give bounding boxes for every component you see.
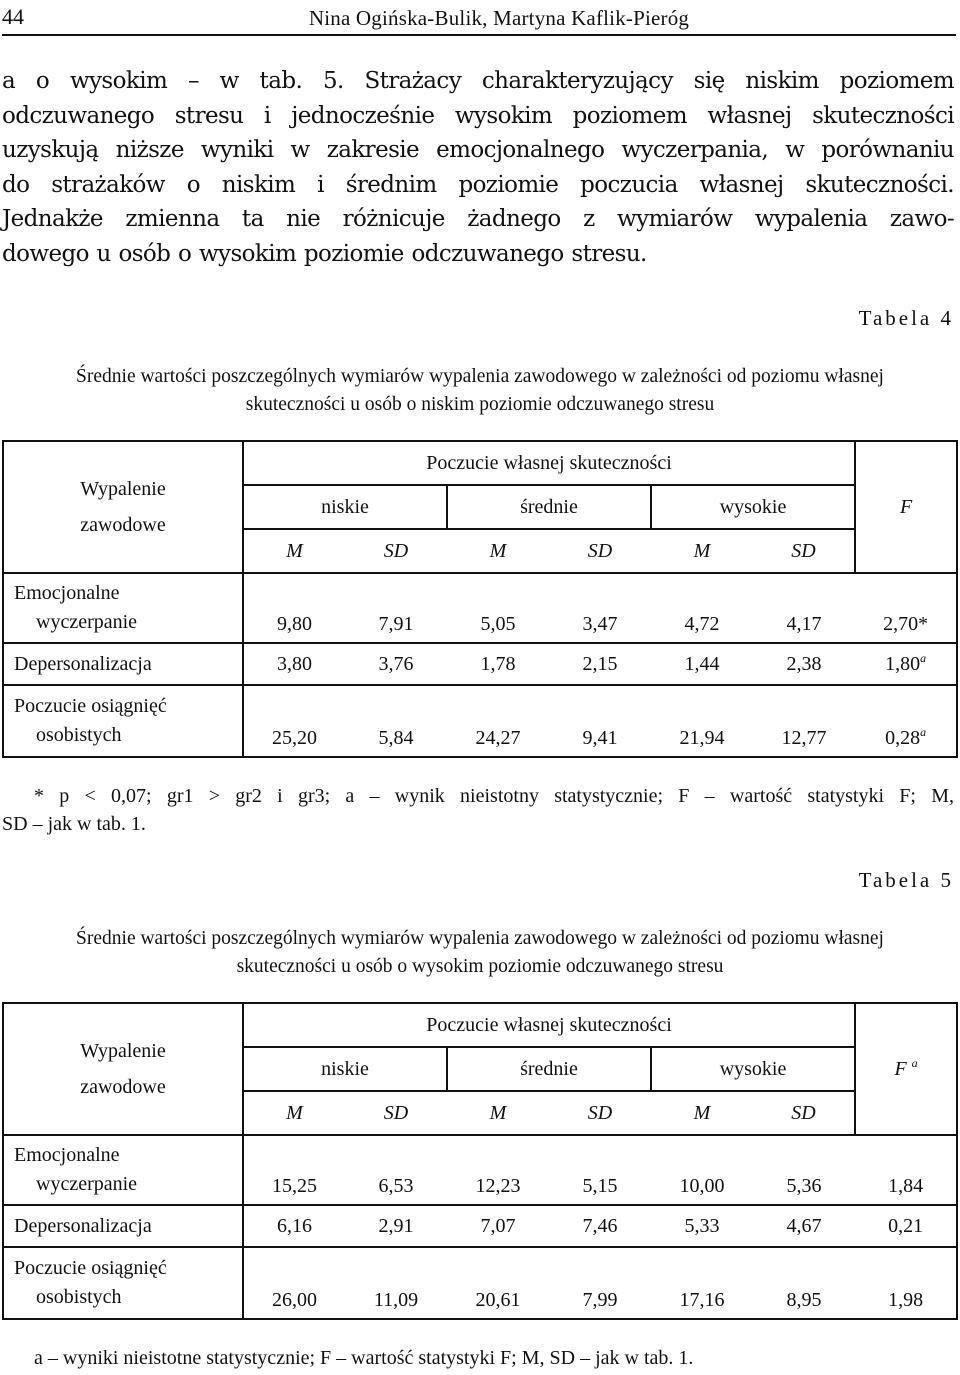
stat-header: SD: [383, 539, 409, 562]
cell-value: 1,44: [651, 643, 753, 685]
stat-header: M: [693, 539, 711, 562]
cell-value: 26,00: [243, 1247, 345, 1319]
table-row: [3, 573, 957, 643]
cell-f: 0,28$^a$: [855, 685, 957, 757]
body-line: a o wysokim – w tab. 5. Strażacy charakteryzujący się niskim poziomem: [2, 68, 954, 94]
cell-value: 15,25: [243, 1135, 345, 1205]
cell-f: 0,21: [855, 1205, 957, 1247]
cell-value: 5,33: [651, 1205, 753, 1247]
row-label: Emocjonalne wyczerpanie: [3, 573, 243, 643]
cell-value: 5,15: [549, 1135, 651, 1205]
cell-value: 9,80: [243, 573, 345, 643]
cell-value: 4,67: [753, 1205, 855, 1247]
level-header-wysokie: wysokie: [651, 1047, 855, 1091]
stat-header: M: [286, 539, 303, 562]
body-line: dowego u osób o wysokim poziomie odczuwanego stresu.: [2, 240, 647, 267]
cell-value: 25,20: [243, 685, 345, 757]
cell-value: 12,23: [447, 1135, 549, 1205]
f-header: F: [899, 495, 913, 518]
stat-header: SD: [383, 1101, 409, 1124]
table-row: [3, 685, 957, 757]
stat-header: SD: [587, 1101, 613, 1124]
cell-value: 21,94: [651, 685, 753, 757]
stat-header: M: [489, 1101, 507, 1124]
cell-value: 4,17: [753, 573, 855, 643]
table-4-note: [2, 782, 954, 838]
cell-value: 3,80: [243, 643, 345, 685]
cell-value: 1,78: [447, 643, 549, 685]
cell-value: 3,47: [549, 573, 651, 643]
cell-value: 20,61: [447, 1247, 549, 1319]
cell-value: 6,16: [243, 1205, 345, 1247]
stat-header: M: [489, 539, 507, 562]
body-line: uzyskują niższe wyniki w zakresie emocjonalnego wyczerpania, w porównaniu: [2, 137, 954, 163]
note-line: * p < 0,07; gr1 > gr2 i gr3; a – wynik nieistotny statystycznie; F – wartość statystyki F; M,: [34, 785, 954, 807]
body-line: Jednakże zmienna ta nie różnicuje żadnego z wymiarów wypalenia zawo-: [2, 206, 954, 232]
f-header: F $^a$: [894, 1055, 918, 1080]
cell-value: 3,76: [345, 643, 447, 685]
cell-value: 10,00: [651, 1135, 753, 1205]
table-4-label: Tabela 4: [858, 306, 954, 330]
cell-value: 5,05: [447, 573, 549, 643]
table-row: [3, 1135, 957, 1205]
body-paragraph: [2, 64, 954, 271]
cell-value: 5,84: [345, 685, 447, 757]
caption-line: Średnie wartości poszczególnych wymiarów wypalenia zawodowego w zależności od poziomu własnej: [76, 928, 884, 949]
caption-line: skuteczności u osób o wysokim poziomie odczuwanego stresu: [236, 956, 724, 977]
level-header-niskie: niskie: [243, 485, 447, 529]
caption-line: Średnie wartości poszczególnych wymiarów wypalenia zawodowego w zależności od poziomu własnej: [76, 366, 884, 387]
row-label: Poczucie osiągnięć osobistych: [3, 685, 243, 757]
table-4: [2, 440, 958, 758]
table-row: [3, 1205, 957, 1247]
table-row: [3, 1247, 957, 1319]
table-5-caption: [0, 925, 960, 981]
caption-line: skuteczności u osób o niskim poziomie odczuwanego stresu: [245, 394, 715, 415]
group-header: Poczucie własnej skuteczności: [243, 1003, 855, 1047]
table-4-caption: [0, 363, 960, 419]
cell-value: 6,53: [345, 1135, 447, 1205]
cell-value: 5,36: [753, 1135, 855, 1205]
cell-value: 7,46: [549, 1205, 651, 1247]
row-label: Poczucie osiągnięć osobistych: [3, 1247, 243, 1319]
cell-value: 17,16: [651, 1247, 753, 1319]
cell-value: 2,38: [753, 643, 855, 685]
body-line: odczuwanego stresu i jednocześnie wysokim poziomem własnej skuteczności: [2, 102, 954, 129]
page-number: 44: [2, 4, 24, 29]
cell-value: 7,91: [345, 573, 447, 643]
cell-f: 1,84: [855, 1135, 957, 1205]
stat-header: SD: [753, 1091, 855, 1135]
cell-value: 12,77: [753, 685, 855, 757]
authors: Nina Ogińska-Bulik, Martyna Kaflik-Pieróg: [308, 6, 690, 30]
cell-value: 2,15: [549, 643, 651, 685]
row-label: Depersonalizacja: [3, 643, 243, 685]
stat-header: M: [693, 1101, 711, 1124]
cell-value: 11,09: [345, 1247, 447, 1319]
table-5-label: Tabela 5: [858, 868, 954, 892]
cell-f: 1,98: [855, 1247, 957, 1319]
level-header-niskie: niskie: [243, 1047, 447, 1091]
stub-header: Wypalenie zawodowe: [3, 1003, 243, 1135]
group-header: Poczucie własnej skuteczności: [243, 441, 855, 485]
body-line: do strażaków o niskim i średnim poziomie poczucia własnej skuteczności.: [2, 171, 954, 198]
level-header-srednie: średnie: [447, 1047, 651, 1091]
row-label: Depersonalizacja: [3, 1205, 243, 1247]
cell-f: 2,70*: [855, 573, 957, 643]
table-5: [2, 1002, 958, 1320]
stat-header: SD: [753, 529, 855, 573]
cell-value: 7,07: [447, 1205, 549, 1247]
stat-header: SD: [587, 539, 613, 562]
stat-header: M: [286, 1101, 303, 1124]
cell-value: 2,91: [345, 1205, 447, 1247]
table-row: [3, 643, 957, 685]
level-header-srednie: średnie: [447, 485, 651, 529]
note-line: SD – jak w tab. 1.: [2, 813, 146, 835]
cell-value: 4,72: [651, 573, 753, 643]
running-head: [2, 4, 956, 36]
cell-f: 1,80$^a$: [855, 643, 957, 685]
level-header-wysokie: wysokie: [651, 485, 855, 529]
note-line: a – wyniki nieistotne statystycznie; F – wartość statystyki F; M, SD – jak w tab. 1.: [34, 1347, 694, 1369]
cell-value: 8,95: [753, 1247, 855, 1319]
table-5-note: [2, 1344, 954, 1372]
stub-header: Wypalenie zawodowe: [3, 441, 243, 573]
row-label: Emocjonalne wyczerpanie: [3, 1135, 243, 1205]
cell-value: 7,99: [549, 1247, 651, 1319]
cell-value: 24,27: [447, 685, 549, 757]
cell-value: 9,41: [549, 685, 651, 757]
